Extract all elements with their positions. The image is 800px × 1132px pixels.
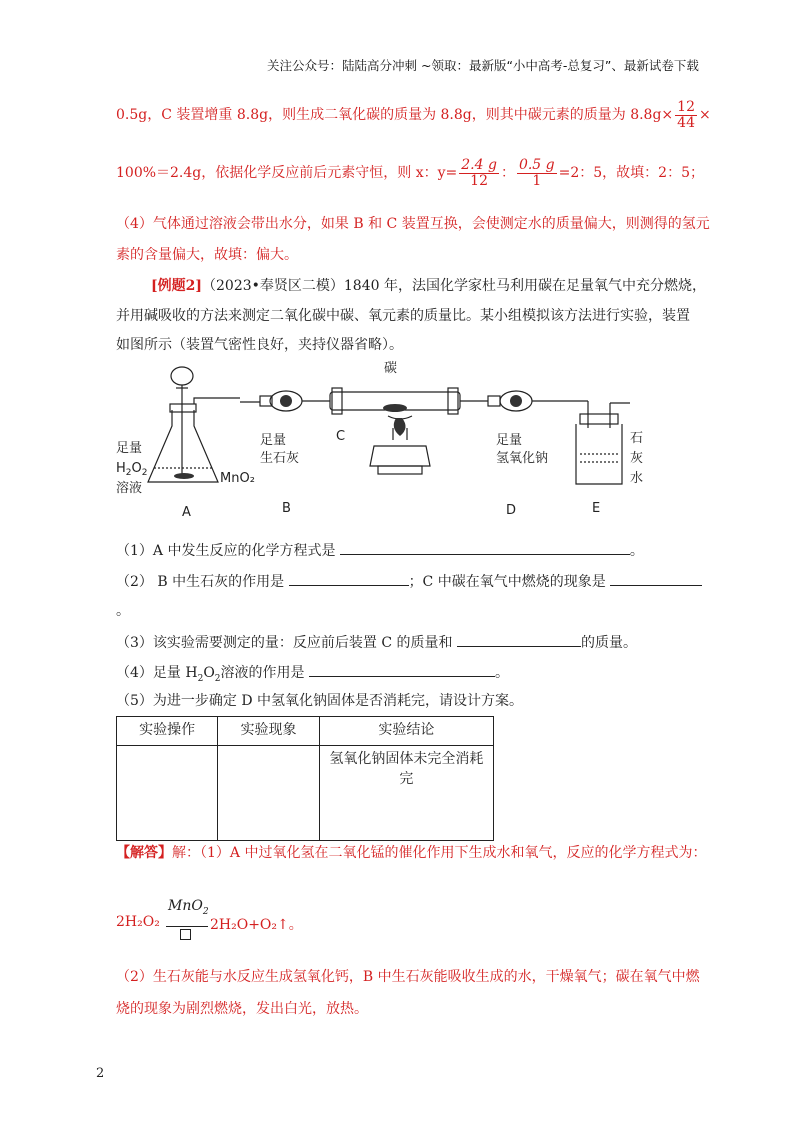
example-line-1: [例题2]（2023•奉贤区二模）1840 年，法国化学家杜马利用碳在足量氧气中充分燃烧， [151, 278, 706, 294]
carbon-sample [383, 404, 407, 412]
page-number: 2 [96, 1066, 105, 1081]
alcohol-lamp [370, 446, 430, 466]
label-e-line2: 灰 [630, 451, 644, 466]
q2-answer-blank-2[interactable] [610, 573, 702, 586]
q1-answer-blank[interactable] [340, 542, 630, 555]
solution-line-3: （2）生石灰能与水反应生成氢氧化钙，B 中生石灰能吸收生成的水，干燥氧气；碳在氧气中燃 [116, 969, 700, 985]
flame [394, 418, 406, 436]
question-2-end: 。 [116, 603, 130, 619]
caption-d: D [506, 503, 517, 518]
naoh-solid [510, 395, 522, 407]
table-cell-phenomenon[interactable] [218, 746, 319, 841]
label-c: C [336, 429, 346, 444]
question-4: （4）足量 $H_2O_2$溶液的作用是 。 [116, 665, 509, 684]
funnel-bulb [171, 367, 193, 385]
solution-tag: 【解答】 [116, 845, 172, 861]
answer-line-2: 100%＝2.4g，依据化学反应前后元素守恒，则 x：y= $\frac{2.4 g}{12}$ ： $\frac{0.5 g}{1}$ =2：5，故填：2：5； [116, 157, 704, 189]
label-d-line2: 氢氧化钠 [496, 451, 549, 466]
label-a-line3: 溶液 [116, 481, 143, 496]
label-mno2: MnO₂ [220, 471, 255, 486]
catalyst-label: MnO$_2$ [168, 898, 209, 917]
q3-answer-blank[interactable] [457, 634, 581, 647]
quicklime-solid [280, 395, 292, 407]
conical-flask [148, 410, 218, 482]
fraction-carbon: $\frac{2.4 g}{12}$ [461, 157, 497, 189]
label-b-line1: 足量 [260, 433, 287, 448]
table-cell-conclusion: 氢氧化钠固体未完全消耗完 [319, 746, 493, 841]
experiment-table [116, 716, 494, 841]
fraction-12-44: $\frac{12}{44}$ [677, 99, 695, 131]
caption-b: B [282, 501, 291, 516]
question-3: （3）该实验需要测定的量：反应前后装置 C 的质量和 的质量。 [116, 635, 637, 651]
solution-line-1: 【解答】解：（1）A 中过氧化氢在二氧化锰的催化作用下生成水和氧气，反应的化学方程式为： [116, 845, 707, 861]
wash-bottle [576, 424, 622, 484]
page-header: 关注公众号：陆陆高分冲刺 ~领取：最新版“小中高考-总复习”、最新试卷下载 [267, 58, 699, 73]
carbon-label: 碳 [384, 361, 398, 376]
example-tag: [例题2] [151, 278, 202, 294]
example-line-2: 并用碱吸收的方法来测定二氧化碳中碳、氧元素的质量比。某小组模拟该方法进行实验，装置 [116, 308, 690, 324]
answer-line-3: （4）气体通过溶液会带出水分，如果 B 和 C 装置互换，会使测定水的质量偏大，则测得的氢元 [116, 216, 710, 232]
table-row [117, 746, 494, 841]
table-header-conclusion: 实验结论 [319, 717, 493, 746]
label-e-line1: 石 [630, 431, 644, 446]
label-b-line2: 生石灰 [260, 451, 300, 466]
caption-a: A [182, 505, 191, 520]
question-1: （1）A 中发生反应的化学方程式是 。 [116, 543, 644, 559]
answer-line-4: 素的含量偏大，故填：偏大。 [116, 247, 298, 263]
reaction-arrow-line [166, 926, 208, 927]
question-2: （2） B 中生石灰的作用是 ；C 中碳在氧气中燃烧的现象是 [116, 571, 800, 591]
solution-line-4: 烧的现象为剧烈燃烧，发出白光，放热。 [116, 1001, 368, 1017]
q2-answer-blank-1[interactable] [289, 573, 409, 586]
label-e-line3: 水 [630, 471, 644, 486]
q4-answer-blank[interactable] [309, 664, 495, 677]
label-a-line1: 足量 [116, 441, 143, 456]
table-header-row [117, 717, 494, 746]
label-d-line1: 足量 [496, 433, 523, 448]
apparatus-diagram [110, 358, 650, 520]
question-5: （5）为进一步确定 D 中氢氧化钠固体是否消耗完，请设计方案。 [116, 693, 524, 709]
table-cell-operation[interactable] [117, 746, 218, 841]
condition-box-icon [180, 929, 191, 940]
example-line-3: 如图所示（装置气密性良好，夹持仪器省略）。 [116, 337, 403, 353]
label-a-line2: $H_2O_2$ [116, 461, 148, 478]
fraction-hydrogen: $\frac{0.5 g}{1}$ [518, 157, 555, 189]
answer-line-1: 0.5g，C 装置增重 8.8g，则生成二氧化碳的质量为 8.8g，则其中碳元素的质量为 8.8g× $\frac{12}{44}$ × [116, 99, 711, 131]
caption-e: E [592, 501, 601, 516]
table-header-phenomenon: 实验现象 [218, 717, 319, 746]
table-header-operation: 实验操作 [117, 717, 218, 746]
